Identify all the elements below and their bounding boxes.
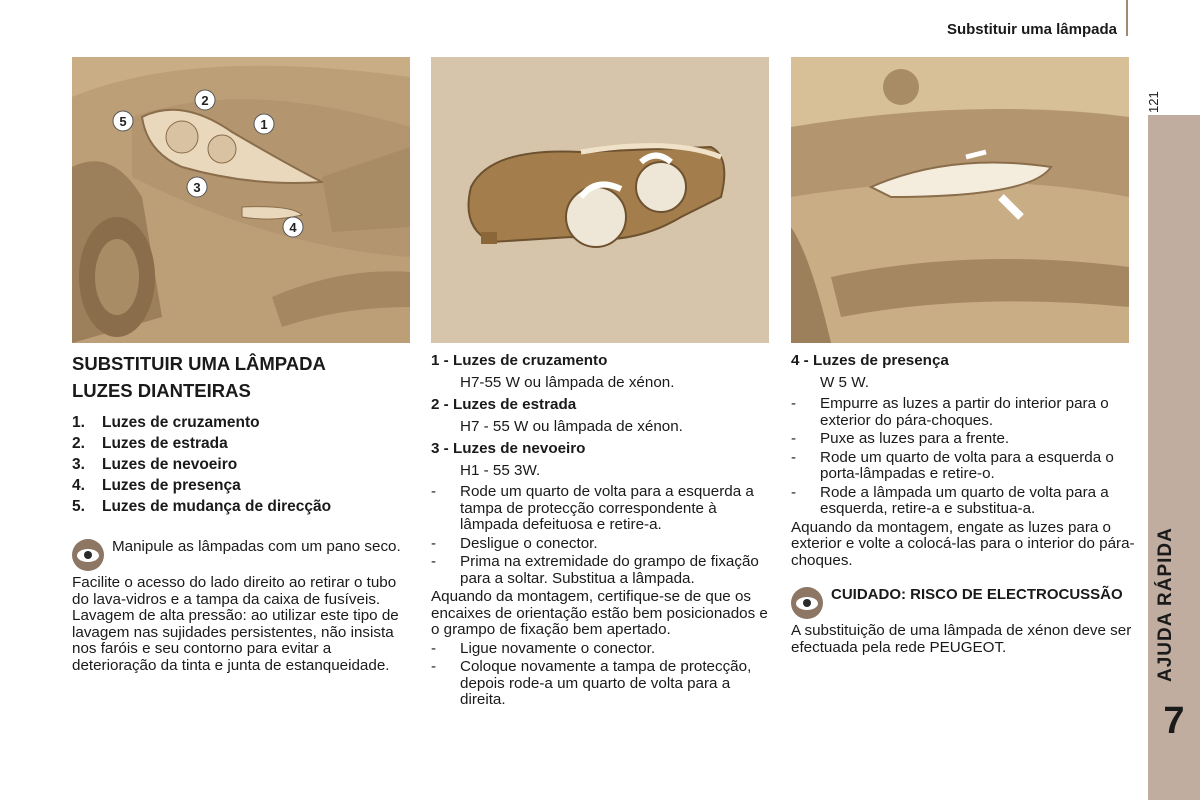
bulb-spec: W 5 W.: [820, 374, 869, 391]
tip-note: [72, 539, 417, 571]
list-label: Luzes de presença: [102, 477, 241, 494]
callout-5: 5: [119, 114, 127, 129]
list-item: [72, 454, 417, 475]
warning-note: [791, 587, 1136, 619]
list-number: 2.: [72, 435, 85, 452]
section-heading: SUBSTITUIR UMA LÂMPADA: [72, 353, 326, 374]
column-1: [72, 350, 417, 674]
step-text: Rode um quarto de volta para a esquerda o porta-lâmpadas e retire-o.: [820, 448, 1114, 482]
list-number: 1.: [72, 414, 85, 431]
page-header-title: Substituir uma lâmpada: [946, 21, 1117, 38]
section-title: 3 - Luzes de nevoeiro: [431, 440, 586, 457]
warning-title: CUIDADO: RISCO DE ELECTROCUSSÃO: [831, 586, 1123, 603]
list-number: 3.: [72, 456, 85, 473]
subsection-heading: LUZES DIANTEIRAS: [72, 380, 251, 401]
step-text: Empurre as luzes a partir do interior para o exterior do pára-choques.: [820, 395, 1109, 429]
step-text: Rode um quarto de volta para a esquerda a tampa de protecção correspondente à lâmpada defeituosa e retire-a.: [460, 483, 754, 533]
chapter-number: 7: [1163, 700, 1185, 742]
step-item: - Puxe as luzes para a frente.: [791, 430, 1010, 447]
front-lights-illustration: [72, 57, 410, 343]
front-lights-photo: [72, 57, 410, 343]
list-label: Luzes de mudança de direcção: [102, 498, 332, 515]
mount-paragraph: Aquando da montagem, certifique-se de que os encaixes de orientação estão bem posicionados e o grampo de fixação bem apertado.: [431, 588, 768, 638]
sidelight-illustration: [791, 57, 1129, 343]
page-number: 121: [1146, 91, 1161, 113]
eye-icon: [791, 587, 823, 619]
section-title: 2 - Luzes de estrada: [431, 396, 577, 413]
mount-paragraph: Aquando da montagem, engate as luzes para o exterior e volte a colocá-las para o interior do pára-choques.: [791, 518, 1135, 569]
list-item: [72, 412, 417, 433]
bulb-spec: H7 - 55 W ou lâmpada de xénon.: [460, 418, 683, 435]
eye-icon: [72, 539, 104, 571]
section-title: 1 - Luzes de cruzamento: [431, 352, 608, 369]
callout-2: 2: [201, 93, 209, 108]
step-item: - Empurre as luzes a partir do interior para o exterior do pára-choques.: [791, 396, 1136, 429]
chapter-tab-label: AJUDA RÁPIDA: [1155, 527, 1176, 683]
step-item: - Rode um quarto de volta para a esquerda a tampa de protecção correspondente à lâmpada defeituosa e retire-a.: [431, 484, 776, 534]
list-number: 4.: [72, 477, 85, 494]
step-item: - Prima na extremidade do grampo de fixação para a soltar. Substitua a lâmpada.: [431, 554, 776, 587]
chapter-tab: [1148, 115, 1200, 800]
lights-list: [72, 412, 417, 517]
step-text: Prima na extremidade do grampo de fixação para a soltar. Substitua a lâmpada.: [460, 553, 759, 587]
step-text: Rode a lâmpada um quarto de volta para a esquerda, retire-a e substitua-a.: [820, 483, 1109, 517]
list-number: 5.: [72, 498, 85, 515]
step-item: - Desligue o conector.: [431, 534, 598, 552]
list-label: Luzes de estrada: [102, 435, 228, 452]
callout-3: 3: [193, 180, 201, 195]
list-item: [72, 496, 417, 517]
list-label: Luzes de nevoeiro: [102, 456, 238, 473]
step-text: Puxe as luzes para a frente.: [820, 430, 1010, 447]
step-text: Desligue o conector.: [460, 534, 598, 552]
warning-text: A substituição de uma lâmpada de xénon deve ser efectuada pela rede PEUGEOT.: [791, 622, 1132, 656]
bulb-spec: H7-55 W ou lâmpada de xénon.: [460, 374, 675, 391]
column-3: [791, 350, 1136, 656]
list-item: [72, 475, 417, 496]
list-label: Luzes de cruzamento: [102, 414, 260, 431]
step-item: - Rode a lâmpada um quarto de volta para a esquerda, retire-a e substitua-a.: [791, 485, 1136, 518]
step-text: Coloque novamente a tampa de protecção, depois rode-a um quarto de volta para a direita.: [460, 658, 752, 708]
list-item: [72, 433, 417, 454]
column-2: [431, 350, 776, 709]
header-divider: [1126, 0, 1128, 36]
access-paragraph: Facilite o acesso do lado direito ao retirar o tubo do lava-vidros e a tampa da caixa de fusíveis.: [72, 574, 397, 608]
step-item: - Coloque novamente a tampa de protecção, depois rode-a um quarto de volta para a direita.: [431, 659, 776, 709]
callout-1: 1: [260, 117, 268, 132]
tip-text: Manipule as lâmpadas com um pano seco.: [112, 538, 401, 555]
step-item: - Ligue novamente o conector.: [431, 639, 656, 657]
headlamp-photo: [431, 57, 769, 343]
headlamp-illustration: [431, 57, 769, 343]
step-item: - Rode um quarto de volta para a esquerda o porta-lâmpadas e retire-o.: [791, 450, 1136, 483]
section-title: 4 - Luzes de presença: [791, 352, 949, 369]
washing-paragraph: Lavagem de alta pressão: ao utilizar este tipo de lavagem nas sujidades persistentes, não insista nos faróis e seu contorno para evitar a deterioração da tinta e junta de estanqueidade.: [72, 607, 399, 674]
step-text: Ligue novamente o conector.: [460, 639, 656, 657]
bulb-spec: H1 - 55 3W.: [460, 462, 541, 479]
callout-4: 4: [289, 220, 297, 235]
sidelight-photo: [791, 57, 1129, 343]
